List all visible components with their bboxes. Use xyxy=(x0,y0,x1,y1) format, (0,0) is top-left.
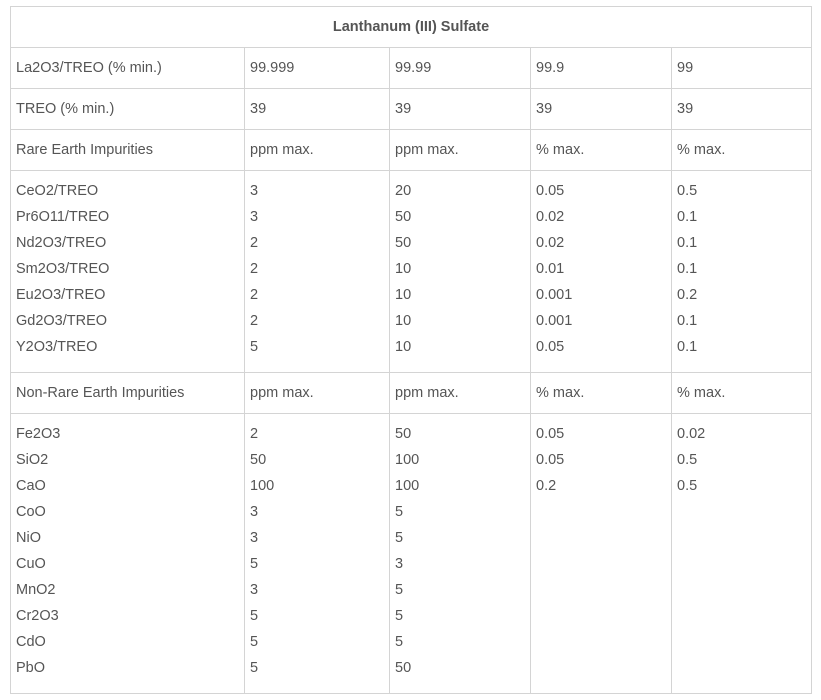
impurity-values-col2 xyxy=(390,171,531,373)
cell-line: PbO xyxy=(16,660,46,676)
cell-line: 5 xyxy=(250,634,259,650)
cell-line: 5 xyxy=(250,339,259,355)
impurity-names xyxy=(11,414,245,694)
rare-earth-impurities-row xyxy=(11,171,812,373)
cell-line: Gd2O3/TREO xyxy=(16,313,108,329)
unit-cell: % max. xyxy=(672,373,812,414)
cell-line: 50 xyxy=(395,660,412,676)
cell-line: CeO2/TREO xyxy=(16,183,99,199)
cell-line: 0.02 xyxy=(677,426,706,442)
impurity-values-col4 xyxy=(672,171,812,373)
impurity-values-col2 xyxy=(390,414,531,694)
cell-line: MnO2 xyxy=(16,582,56,598)
cell-line: 0.5 xyxy=(677,478,698,494)
cell-line: 50 xyxy=(395,426,412,442)
cell-line: 0.1 xyxy=(677,209,698,225)
table-cell: 99.99 xyxy=(390,48,531,89)
cell-line: 0.1 xyxy=(677,313,698,329)
cell-line: CoO xyxy=(16,504,46,520)
impurity-values-col1 xyxy=(245,171,390,373)
cell-line: 0.5 xyxy=(677,452,698,468)
cell-line: 0.1 xyxy=(677,235,698,251)
cell-line: 10 xyxy=(395,287,412,303)
cell-line: 0.02 xyxy=(536,209,565,225)
cell-line: 3 xyxy=(250,183,259,199)
cell-line: 5 xyxy=(395,504,404,520)
section-label: Non-Rare Earth Impurities xyxy=(11,373,245,414)
cell-line: 3 xyxy=(250,582,259,598)
cell-line: NiO xyxy=(16,530,41,546)
non-rare-earth-header-row xyxy=(11,373,812,414)
cell-line: Cr2O3 xyxy=(16,608,59,624)
table-cell: 39 xyxy=(390,89,531,130)
cell-line: 3 xyxy=(250,209,259,225)
cell-line: Eu2O3/TREO xyxy=(16,287,106,303)
purity-row xyxy=(11,48,812,89)
cell-line: 0.5 xyxy=(677,183,698,199)
cell-line: 100 xyxy=(250,478,275,494)
cell-line: 5 xyxy=(395,634,404,650)
cell-line: Fe2O3 xyxy=(16,426,61,442)
title-row xyxy=(11,7,812,48)
table-cell: 39 xyxy=(245,89,390,130)
table-cell: 99 xyxy=(672,48,812,89)
rare-earth-header-row xyxy=(11,130,812,171)
unit-cell: ppm max. xyxy=(245,130,390,171)
cell-line: 5 xyxy=(395,608,404,624)
cell-line: 0.02 xyxy=(536,235,565,251)
cell-line: 100 xyxy=(395,478,420,494)
cell-line: 10 xyxy=(395,313,412,329)
cell-line: 2 xyxy=(250,261,259,277)
cell-line: SiO2 xyxy=(16,452,49,468)
cell-line: 5 xyxy=(395,582,404,598)
cell-line: Pr6O11/TREO xyxy=(16,209,110,225)
cell-line: 3 xyxy=(250,530,259,546)
cell-line: 0.001 xyxy=(536,287,573,303)
cell-line: 100 xyxy=(395,452,420,468)
cell-line: 3 xyxy=(395,556,404,572)
cell-line: 0.05 xyxy=(536,452,565,468)
cell-line: 0.01 xyxy=(536,261,565,277)
unit-cell: ppm max. xyxy=(390,130,531,171)
cell-line: 0.2 xyxy=(536,478,557,494)
table-title: Lanthanum (III) Sulfate xyxy=(11,7,812,48)
unit-cell: % max. xyxy=(672,130,812,171)
cell-line: 2 xyxy=(250,426,259,442)
cell-line: 0.1 xyxy=(677,261,698,277)
row-label: TREO (% min.) xyxy=(11,89,245,130)
table-cell: 99.9 xyxy=(531,48,672,89)
impurity-values-col1 xyxy=(245,414,390,694)
impurity-names xyxy=(11,171,245,373)
unit-cell: ppm max. xyxy=(390,373,531,414)
unit-cell: ppm max. xyxy=(245,373,390,414)
cell-line: Sm2O3/TREO xyxy=(16,261,110,277)
cell-line: 5 xyxy=(395,530,404,546)
cell-line: 5 xyxy=(250,660,259,676)
table-cell: 39 xyxy=(672,89,812,130)
cell-line: 50 xyxy=(395,235,412,251)
cell-line: 0.05 xyxy=(536,426,565,442)
cell-line: 20 xyxy=(395,183,412,199)
impurity-values-col3 xyxy=(531,171,672,373)
cell-line: CdO xyxy=(16,634,46,650)
cell-line: 2 xyxy=(250,235,259,251)
cell-line: 5 xyxy=(250,608,259,624)
cell-line: CaO xyxy=(16,478,46,494)
cell-line: 0.05 xyxy=(536,339,565,355)
section-label: Rare Earth Impurities xyxy=(11,130,245,171)
cell-line: 50 xyxy=(395,209,412,225)
cell-line: 0.2 xyxy=(677,287,698,303)
table-cell: 39 xyxy=(531,89,672,130)
impurity-values-col4 xyxy=(672,414,812,694)
cell-line: 50 xyxy=(250,452,267,468)
cell-line: 10 xyxy=(395,339,412,355)
cell-line: 5 xyxy=(250,556,259,572)
cell-line: Y2O3/TREO xyxy=(16,339,98,355)
cell-line: 0.001 xyxy=(536,313,573,329)
lanthanum-sulfate-spec-table xyxy=(10,6,812,694)
unit-cell: % max. xyxy=(531,373,672,414)
cell-line: Nd2O3/TREO xyxy=(16,235,107,251)
cell-line: 2 xyxy=(250,287,259,303)
unit-cell: % max. xyxy=(531,130,672,171)
treo-row xyxy=(11,89,812,130)
cell-line: 2 xyxy=(250,313,259,329)
non-rare-earth-impurities-row xyxy=(11,414,812,694)
table-cell: 99.999 xyxy=(245,48,390,89)
cell-line: 0.1 xyxy=(677,339,698,355)
cell-line: 10 xyxy=(395,261,412,277)
cell-line: CuO xyxy=(16,556,46,572)
impurity-values-col3 xyxy=(531,414,672,694)
cell-line: 3 xyxy=(250,504,259,520)
row-label: La2O3/TREO (% min.) xyxy=(11,48,245,89)
cell-line: 0.05 xyxy=(536,183,565,199)
